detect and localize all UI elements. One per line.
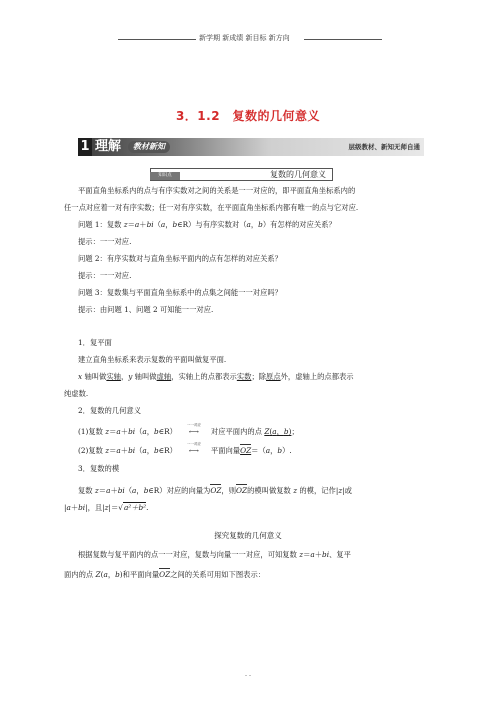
section-1-heading: 1．复平面 bbox=[78, 338, 112, 347]
page-number: - - bbox=[245, 672, 251, 679]
question-3: 问题 3：复数集与平面直角坐标系中的点集之间能一一对应吗？ bbox=[78, 288, 282, 297]
banner-tip: 层级教材、新知无师自通 bbox=[348, 143, 420, 151]
header-slogan: 新学期 新成绩 新目标 新方向 bbox=[199, 34, 290, 42]
answer-1: 提示：一一对应. bbox=[78, 237, 132, 246]
section-1-axes-line: x 轴叫做实轴，y 轴叫做虚轴，实轴上的点都表示实数；除原点外，虚轴上的点都表示 bbox=[78, 372, 354, 381]
section-3-line-1: 复数 z＝a＋bi（a，b∈R）对应的向量为OZ，则OZ的模叫做复数 z 的模，记作|z|或 bbox=[78, 486, 352, 495]
question-1: 问题 1：复数 z＝a＋bi（a，b∈R）与有序实数对（a，b）有怎样的对应关系？ bbox=[78, 220, 336, 229]
explore-title: 探究复数的几何意义 bbox=[214, 531, 282, 540]
explore-line-1: 根据复数与复平面内的点一一对应，复数与向量一一对应，可知复数 z＝a＋bi、复平 bbox=[78, 550, 351, 559]
section-3-heading: 3．复数的模 bbox=[78, 464, 120, 473]
section-banner bbox=[78, 138, 424, 156]
banner-jiaocai-badge: 教材新知 bbox=[128, 141, 170, 153]
header-rule-left bbox=[118, 39, 196, 40]
one-to-one-arrow-1: 一一对应 ⟷ bbox=[186, 423, 201, 436]
intro-line-2: 任一点对应着一对有序实数；任一对有序实数，在平面直角坐标系内都有唯一的点与它对应. bbox=[64, 203, 359, 212]
knowledge-tag: 知识点 bbox=[150, 172, 180, 180]
section-2-item-2: (2)复数 z＝a＋bi（a，b∈R） 一一对应 ⟷ 平面向量OZ＝（a，b）. bbox=[78, 442, 292, 455]
section-3-line-2: |a＋bi|，且|z|＝√a²＋b². bbox=[64, 503, 149, 512]
banner-number: 1 bbox=[78, 138, 92, 156]
one-to-one-arrow-2: 一一对应 ⟷ bbox=[186, 442, 201, 455]
section-2-item-1: (1)复数 z＝a＋bi（a，b∈R） 一一对应 ⟷ 对应平面内的点 Z(a，b)； bbox=[78, 423, 299, 436]
page-title: 3．1.2 复数的几何意义 bbox=[175, 109, 321, 123]
section-1-para: 建立直角坐标系来表示复数的平面叫做复平面. bbox=[78, 355, 227, 364]
header-rule-right bbox=[304, 39, 382, 40]
section-1-axes-line-2: 纯虚数. bbox=[64, 389, 89, 398]
explore-line-2: 面内的点 Z(a，b)和平面向量OZ之间的关系可用如下图表示： bbox=[64, 570, 266, 579]
answer-2: 提示：一一对应. bbox=[78, 271, 132, 280]
answer-3: 提示：由问题 1、问题 2 可知能一一对应. bbox=[78, 305, 214, 314]
section-2-heading: 2．复数的几何意义 bbox=[78, 406, 142, 415]
question-2: 问题 2：有序实数对与直角坐标平面内的点有怎样的对应关系？ bbox=[78, 254, 282, 263]
intro-line-1: 平面直角坐标系内的点与有序实数对之间的关系是一一对应的，即平面直角坐标系内的 bbox=[78, 186, 356, 195]
banner-lijie: 理解 bbox=[95, 139, 122, 154]
box-title-text: 复数的几何意义 bbox=[270, 170, 326, 179]
